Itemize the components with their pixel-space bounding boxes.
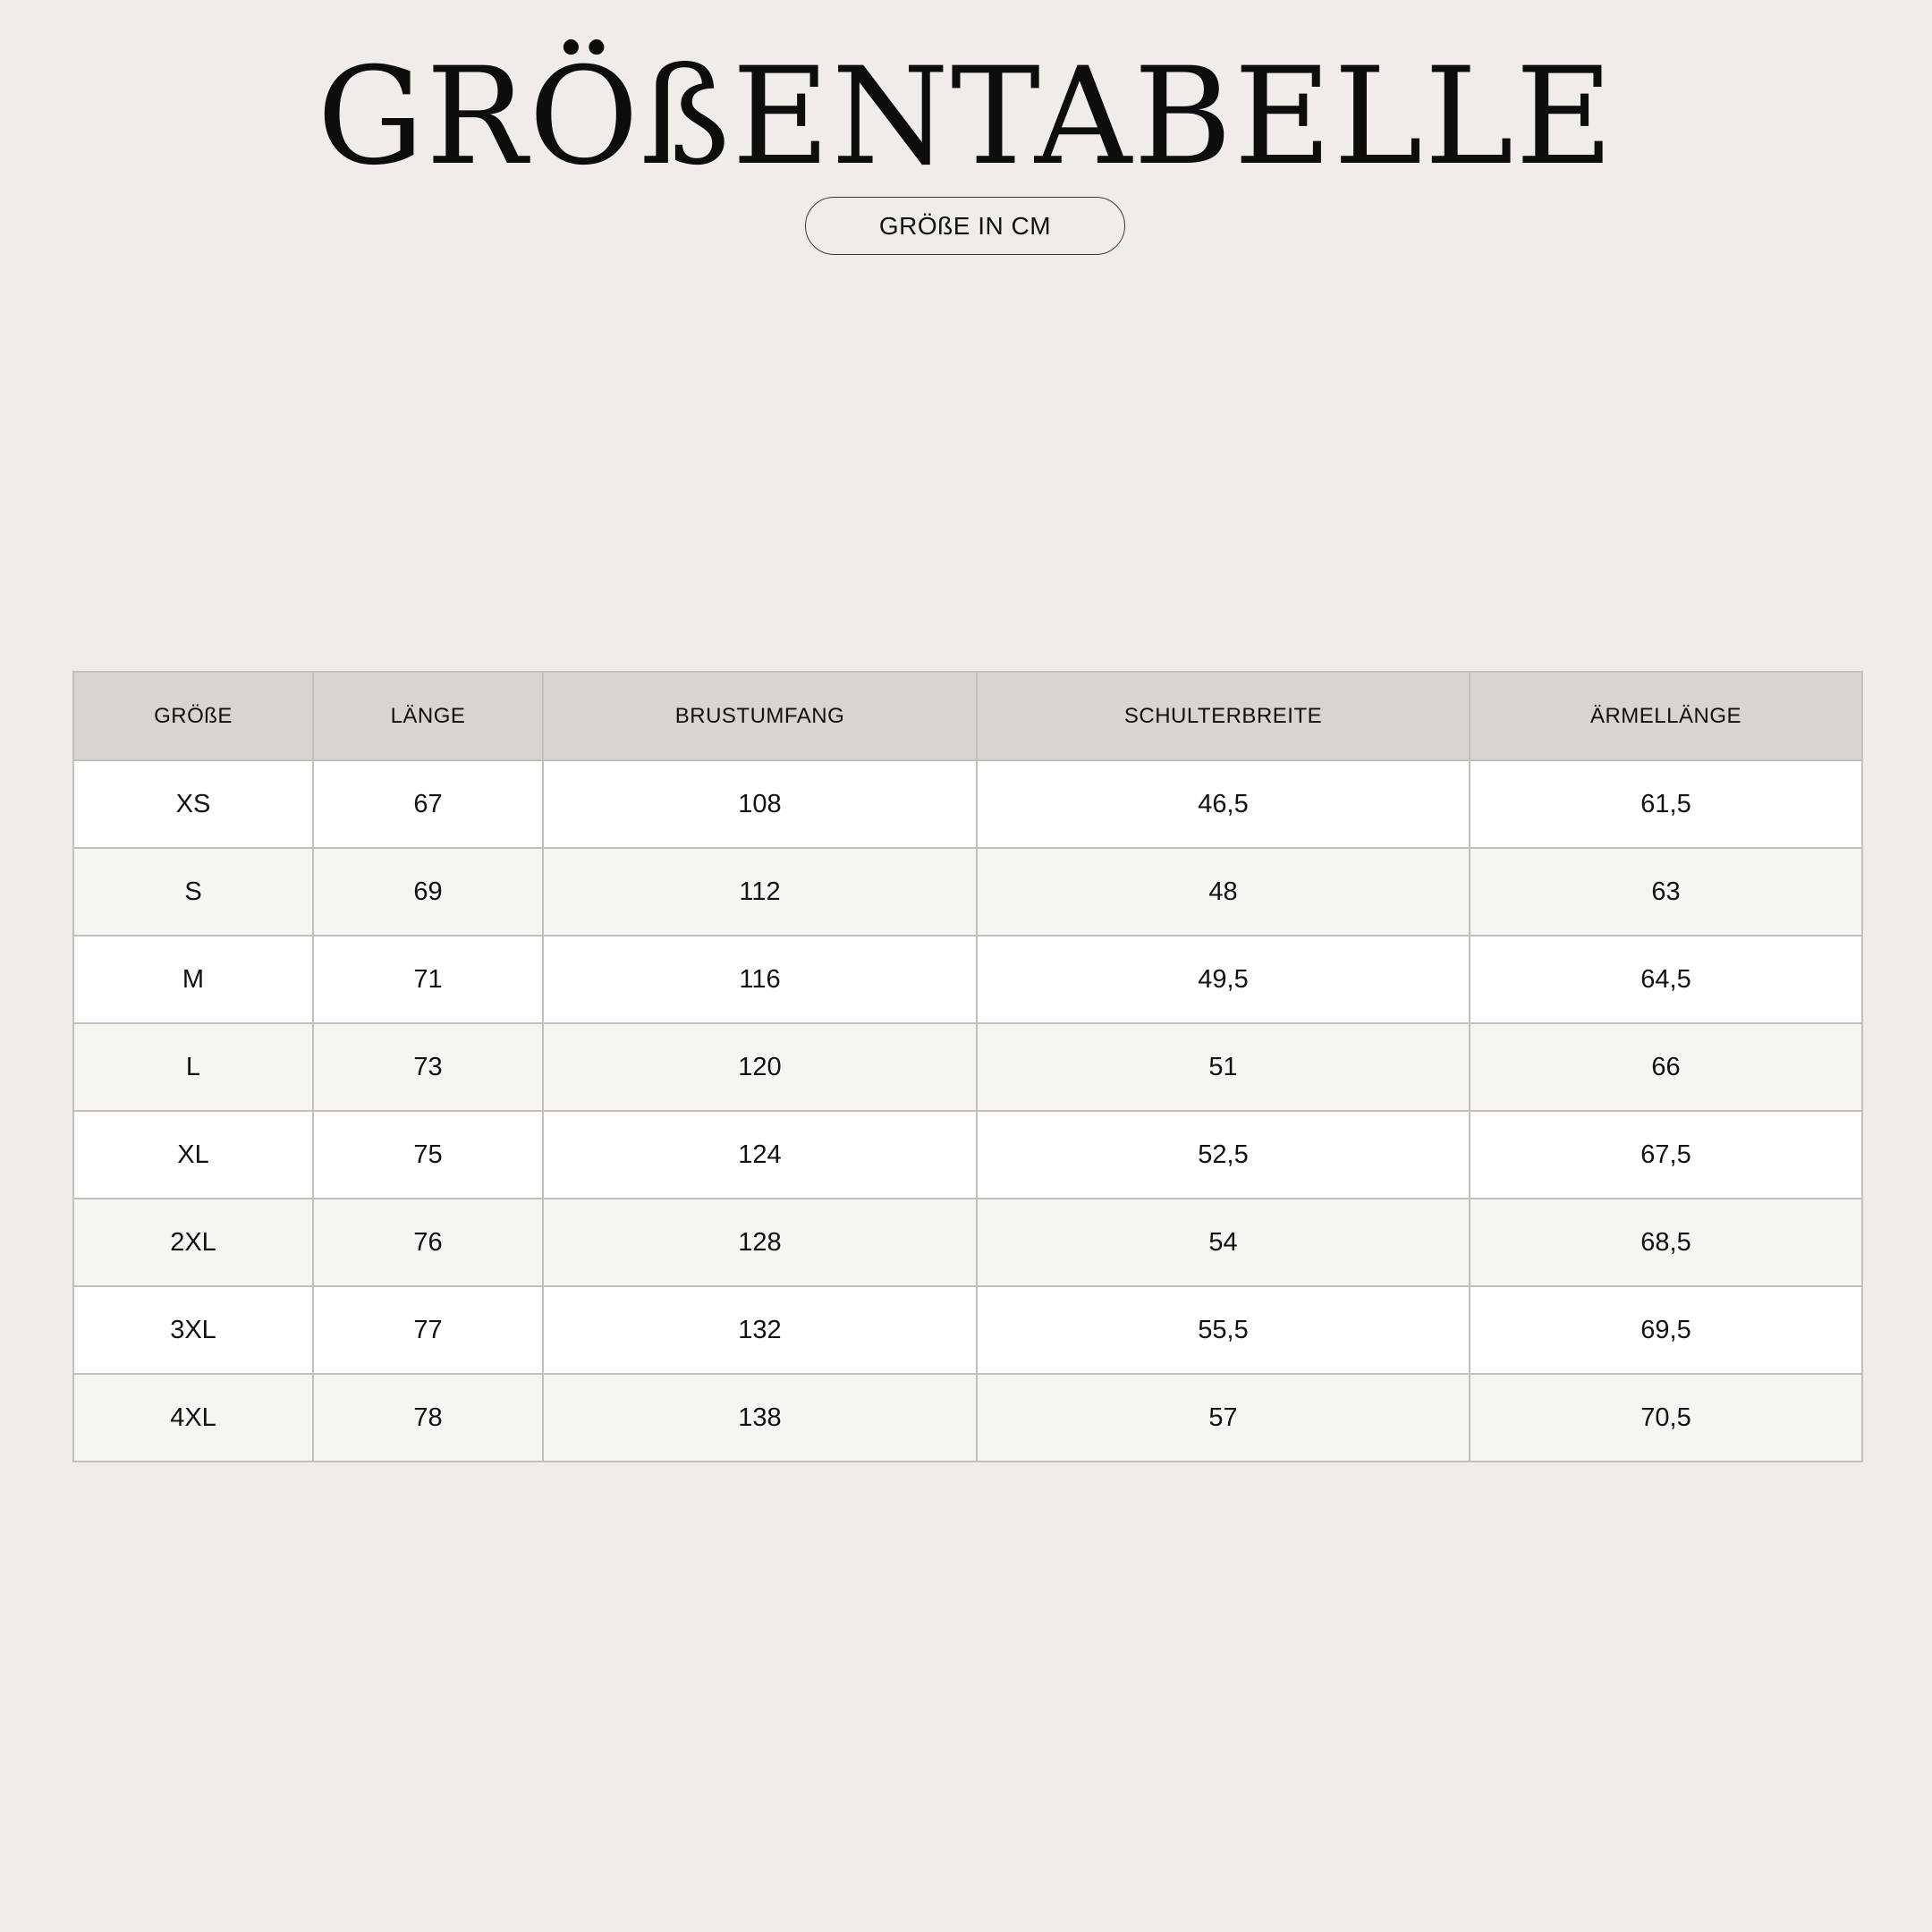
- cell-shoulder: 52,5: [977, 1111, 1470, 1199]
- cell-length: 67: [313, 760, 543, 848]
- column-header-shoulder: SCHULTERBREITE: [977, 672, 1470, 760]
- cell-size: 3XL: [73, 1286, 313, 1374]
- column-header-size: GRÖßE: [73, 672, 313, 760]
- cell-shoulder: 46,5: [977, 760, 1470, 848]
- cell-length: 76: [313, 1199, 543, 1286]
- cell-size: XS: [73, 760, 313, 848]
- cell-shoulder: 51: [977, 1023, 1470, 1111]
- column-header-sleeve: ÄRMELLÄNGE: [1470, 672, 1862, 760]
- cell-shoulder: 55,5: [977, 1286, 1470, 1374]
- table-row: [73, 1111, 1862, 1199]
- cell-sleeve: 67,5: [1470, 1111, 1862, 1199]
- cell-size: 2XL: [73, 1199, 313, 1286]
- cell-length: 73: [313, 1023, 543, 1111]
- cell-sleeve: 63: [1470, 848, 1862, 936]
- cell-chest: 138: [543, 1374, 977, 1462]
- column-header-length: LÄNGE: [313, 672, 543, 760]
- table-row: [73, 936, 1862, 1023]
- table-row: [73, 1199, 1862, 1286]
- cell-shoulder: 54: [977, 1199, 1470, 1286]
- cell-size: L: [73, 1023, 313, 1111]
- cell-chest: 132: [543, 1286, 977, 1374]
- cell-chest: 120: [543, 1023, 977, 1111]
- cell-sleeve: 68,5: [1470, 1199, 1862, 1286]
- table-row: [73, 1374, 1862, 1462]
- cell-length: 71: [313, 936, 543, 1023]
- page-title: GRÖßENTABELLE: [317, 39, 1615, 195]
- cell-size: M: [73, 936, 313, 1023]
- cell-chest: 128: [543, 1199, 977, 1286]
- cell-shoulder: 57: [977, 1374, 1470, 1462]
- cell-chest: 116: [543, 936, 977, 1023]
- cell-sleeve: 70,5: [1470, 1374, 1862, 1462]
- cell-chest: 112: [543, 848, 977, 936]
- size-chart-table: [72, 671, 1863, 1462]
- table-header-row: [73, 672, 1862, 760]
- table-row: [73, 1286, 1862, 1374]
- cell-length: 69: [313, 848, 543, 936]
- cell-sleeve: 66: [1470, 1023, 1862, 1111]
- cell-size: S: [73, 848, 313, 936]
- table-row: [73, 848, 1862, 936]
- cell-size: 4XL: [73, 1374, 313, 1462]
- table-row: [73, 1023, 1862, 1111]
- cell-shoulder: 48: [977, 848, 1470, 936]
- cell-sleeve: 69,5: [1470, 1286, 1862, 1374]
- cell-sleeve: 64,5: [1470, 936, 1862, 1023]
- cell-length: 75: [313, 1111, 543, 1199]
- cell-length: 78: [313, 1374, 543, 1462]
- table-row: [73, 760, 1862, 848]
- cell-chest: 108: [543, 760, 977, 848]
- cell-length: 77: [313, 1286, 543, 1374]
- column-header-chest: BRUSTUMFANG: [543, 672, 977, 760]
- cell-size: XL: [73, 1111, 313, 1199]
- unit-label-badge: GRÖßE IN CM: [805, 197, 1125, 255]
- cell-shoulder: 49,5: [977, 936, 1470, 1023]
- cell-sleeve: 61,5: [1470, 760, 1862, 848]
- cell-chest: 124: [543, 1111, 977, 1199]
